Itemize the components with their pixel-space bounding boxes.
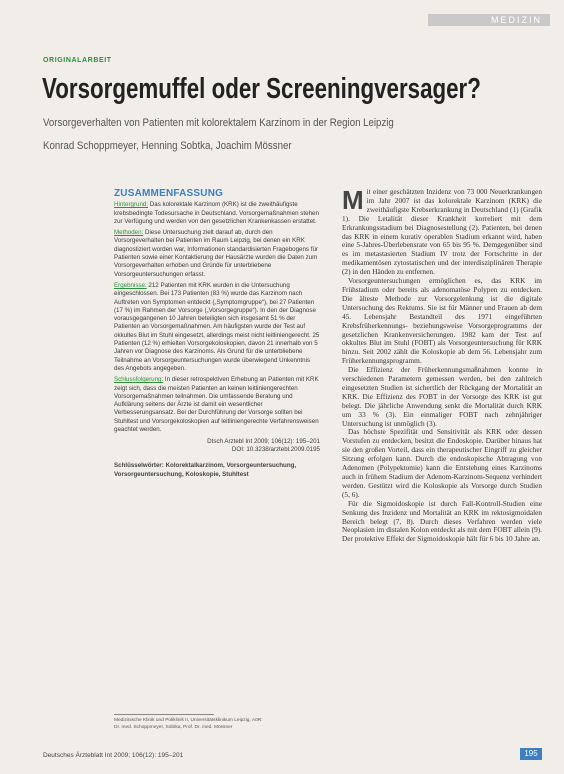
results-text: 212 Patienten mit KRK wurden in die Untersuchung eingeschlossen. Bei 173 Patienten (83 %) wurde das Karzinom nach Auftreten von Symptomen entdeckt („Symptomgruppe“), bei 27 Patienten (17 %) im Rahmen der Vorsorge („Vorsorgegruppe“). In den der Diagnose vorausgegangenen 10 Jahren beteiligten sich insgesamt 51 % der Patienten an Vorsorgemaßnahmen. Am häufigsten wurde der Test auf okkultes Blut im Stuhl eingesetzt, allerdings meist nicht leitliniengerecht. 25 Patienten (12 %) erhielten Vorsorgekoloskopien, davon 21 innerhalb von 5 Jahren vor Diagnose des Karzinoms. Als Grund für die unterbliebene Teilnahme an Vorsorgeuntersuchungen wurde überwiegend Unkenntnis des Angebots angegeben. [114, 281, 320, 372]
methods-text: Diese Untersuchung zielt darauf ab, durch den Vorsorgeverhalten bei Patienten im Raum Leipzig, bei denen ein KRK diagnostiziert worden war, Informationen standardisierten Fragebogens für Patienten sowie einer Kontaktierung der Hausärzte wurden die Daten zum Vorsorgeverhalten erhoben und Gründe für unterbliebene Vorsorgeuntersuchungen erfasst. [114, 229, 318, 278]
body-paragraph [342, 185, 542, 277]
summary-conclusion [114, 376, 320, 434]
main-text-column [342, 185, 542, 544]
background-text: Das kolorektale Karzinom (KRK) ist die zweithäufigste krebsbedingte Todesursache in Deutschland. Vorsorgemaßnahmen stehen zur Verfügung und werden von den gesetzlichen Krankenkassen erstattet. [114, 201, 319, 225]
footnote-line-1: Medizinische Klinik und Poliklinik II, Universitätsklinikum Leipzig, AöR: [114, 718, 263, 723]
body-paragraph-text: it einer geschätzten Inzidenz von 73 000 Neuerkrankungen im Jahr 2007 ist das kolorektale Karzinom (KRK) die zweithäufigste Krebserkrankung in Deutschland (1) (Grafik 1). Die Letalität dieser Krankheit korreliert mit dem Erkrankungsstadium bei Diagnosestellung (2). Patienten, bei denen das KRK in einem kurativ operablen Stadium erkannt wird, haben eine 5-Jahres-Überlebensrate von 65 bis 95 %. Demgegenüber sind es im metastasierten Stadium IV trotz der Fortschritte in der medikamentösen zytostatischen und der interdisziplinären Therapie (2) in den Händen zu entfernen. [342, 187, 542, 277]
summary-methods [114, 229, 320, 279]
summary-box [114, 190, 320, 479]
conclusion-label: Schlussfolgerung: [114, 376, 164, 384]
summary-results [114, 282, 320, 373]
footnote-divider [114, 714, 214, 715]
citation-doi: DOI: 10.3238/arztebl.2009.0195 [231, 446, 320, 454]
article-type: ORIGINALARBEIT [43, 57, 112, 64]
body-paragraph: Das höchste Spezifität und Sensitivität als KRK oder dessen Vorstufen zu entdecken, besitzt die Endoskopie. Darüber hinaus hat sie den großen Vorteil, dass ein therapeutischer Eingriff zu gleicher Sitzung erfolgen kann. Durch die endoskopische Abtragung von Adenomen (Polypektomie) kann die Entstehung eines Karzinoms auch in frühem Stadium der Adenom-Karzinom-Sequenz verhindert werden. Gestützt wird die Koloskopie als Vorsorge durch Studien (5, 6). [342, 427, 542, 499]
article-subtitle: Vorsorgeverhalten von Patienten mit kolorektalem Karzinom in der Region Leipzig [43, 117, 394, 129]
body-paragraph: Vorsorgeuntersuchungen ermöglichen es, das KRK im Frühstadium oder bereits als adenomatöse Polypen zu entdecken. Die älteste Methode zur Vorsorgelenkung ist die digitale Untersuchung des Rektums. Sie ist für Männer und Frauen ab dem 45. Lebensjahr Bestandteil des 1971 eingeführten Krebsfrüherkennungs- beziehungsweise Vorsorgeprogramms der gesetzlichen Krankenversicherungen. 1982 kam der Test auf okkultes Blut im Stuhl (FOBT) als Vorsorgeuntersuchung für KRK hinzu. Seit 2002 zählt die Koloskopie ab dem 56. Lebensjahr zum Früherkennungsprogramm. [342, 276, 542, 366]
body-paragraph: Für die Sigmoidoskopie ist durch Fall-Kontroll-Studien eine Senkung des Inzidenz und Mortalität an KRK im rektosigmoidalen Bereich belegt (7, 8). Durch dieses Verfahren werden viele Neoplasien im distalen Kolon entdeckt als mit dem FOBT allein (9). Der protektive Effekt der Sigmoidoskopie hält für 6 bis 10 Jahre an. [342, 498, 542, 544]
methods-label: Methoden: [114, 229, 144, 237]
keywords: Schlüsselwörter: Kolorektalkarzinom, Vorsorgeuntersuchung, Vorsorgeuntersuchung, Koloskopie, Stuhltest [114, 462, 297, 478]
footnote-line-2: Dr. med. Schoppmeyer, Sobtka, Prof. Dr. med. Mössner [114, 724, 233, 730]
summary-background [114, 201, 320, 226]
affiliation-footnote [114, 718, 314, 731]
citation [114, 438, 320, 454]
journal-footer: Deutsches Ärzteblatt Int 2009; 106(12): 195–201 [43, 752, 184, 759]
results-label: Ergebnisse: [114, 281, 147, 289]
article-authors: Konrad Schoppmeyer, Henning Sobtka, Joachim Mössner [43, 140, 292, 152]
article-title: Vorsorgemuffel oder Screeningversager? [42, 73, 481, 105]
conclusion-text: In dieser retrospektiven Erhebung an Patienten mit KRK zeigt sich, dass die meisten Patienten an keinen leitliniengerechten Vorsorgemaßnahmen teilnahmen. Die umfassende Beratung und Aufklärung seitens der Ärzte ist damit ein wesentlicher Verbesserungsansatz. Bei der Durchführung der Vorsorge sollten bei Stuhltest und Vorsorgekoloskopien auf leitliniengerechte Verfahrensweisen geachtet werden. [114, 376, 319, 434]
page-number: 195 [520, 748, 542, 760]
background-label: Hintergrund: [114, 201, 149, 209]
section-label: MEDIZIN [428, 14, 550, 26]
drop-cap: M [342, 185, 364, 215]
summary-heading: ZUSAMMENFASSUNG [114, 188, 224, 199]
body-paragraph: Die Effizienz der Früherkennungsmaßnahmen konnte in verschiedenen Parametern gemessen werden, bei den zahlreich eingesetzten Studien ist sichertlich der Rückgang der Mortalität an KRK. Die Effizienz des FOBT in der Vorsorge des KRK ist gut belegt. Die jährliche Anwendung senkt die Mortalität durch KRK um 33 % (3). Ein einmaliger FOBT nach zehnjähriger Untersuchung ist unmöglich (3). [342, 365, 542, 428]
citation-line-1: Dtsch Arztebl Int 2009; 106(12): 195–201 [207, 438, 320, 446]
